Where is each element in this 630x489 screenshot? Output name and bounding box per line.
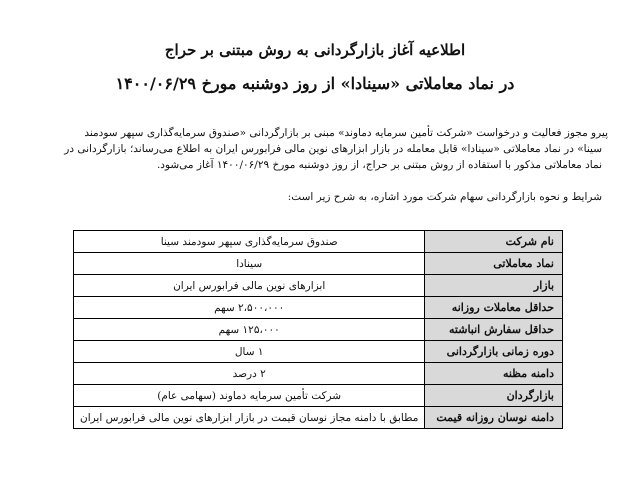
market-making-terms-table — [73, 230, 563, 429]
row-label: نام شرکت — [425, 231, 563, 253]
intro-paragraph-line-3: نماد معاملاتی مذکور با استفاده از روش مبتنی بر حراج، از روز دوشنبه مورخ ۱۴۰۰/۰۶/۲۹ آغاز می‌شود. — [156, 159, 602, 171]
row-label: حداقل معاملات روزانه — [425, 297, 563, 319]
table-row — [74, 231, 563, 253]
table-row — [74, 297, 563, 319]
row-label: دامنه مظنه — [425, 363, 563, 385]
table-row — [74, 385, 563, 407]
row-value: صندوق سرمایه‌گذاری سپهر سودمند سینا — [74, 231, 425, 253]
row-label: نماد معاملاتی — [425, 253, 563, 275]
row-value: مطابق با دامنه مجاز نوسان قیمت در بازار ابزارهای نوین مالی فرابورس ایران — [74, 407, 425, 429]
row-label: حداقل سفارش انباشته — [425, 319, 563, 341]
intro-paragraph-line-2: سینا» در نماد معاملاتی «سینادا» قابل معامله در بازار ابزارهای نوین مالی فرابورس ایران به اطلاع می‌رساند؛ بازارگردانی در — [64, 143, 602, 155]
row-label: بازارگردان — [425, 385, 563, 407]
row-value: ۲ درصد — [74, 363, 425, 385]
table-row — [74, 407, 563, 429]
row-value: ابزارهای نوین مالی فرابورس ایران — [74, 275, 425, 297]
table-row — [74, 275, 563, 297]
table-row — [74, 341, 563, 363]
announcement-title: اطلاعیه آغاز بازارگردانی به روش مبتنی بر حراج — [164, 41, 466, 59]
row-value: ۲،۵۰۰،۰۰۰ سهم — [74, 297, 425, 319]
row-label: بازار — [425, 275, 563, 297]
table-row — [74, 319, 563, 341]
row-label: دوره زمانی بازارگردانی — [425, 341, 563, 363]
intro-paragraph-line-4: شرایط و نحوه بازارگردانی سهام شرکت مورد اشاره، به شرح زیر است: — [287, 191, 602, 203]
announcement-subtitle: در نماد معاملاتی «سینادا» از روز دوشنبه مورخ ۱۴۰۰/۰۶/۲۹ — [115, 74, 515, 93]
table-row — [74, 253, 563, 275]
row-value: ۱۲۵،۰۰۰ سهم — [74, 319, 425, 341]
row-value: شرکت تأمین سرمایه دماوند (سهامی عام) — [74, 385, 425, 407]
row-value: سینادا — [74, 253, 425, 275]
table-row — [74, 363, 563, 385]
row-value: ۱ سال — [74, 341, 425, 363]
row-label: دامنه نوسان روزانه قیمت — [425, 407, 563, 429]
intro-paragraph-line-1: پیرو مجوز فعالیت و درخواست «شرکت تأمین سرمایه دماوند» مبنی بر بازارگردانی «صندوق سرمایه‌گذاری سپهر سودمند — [84, 127, 608, 139]
